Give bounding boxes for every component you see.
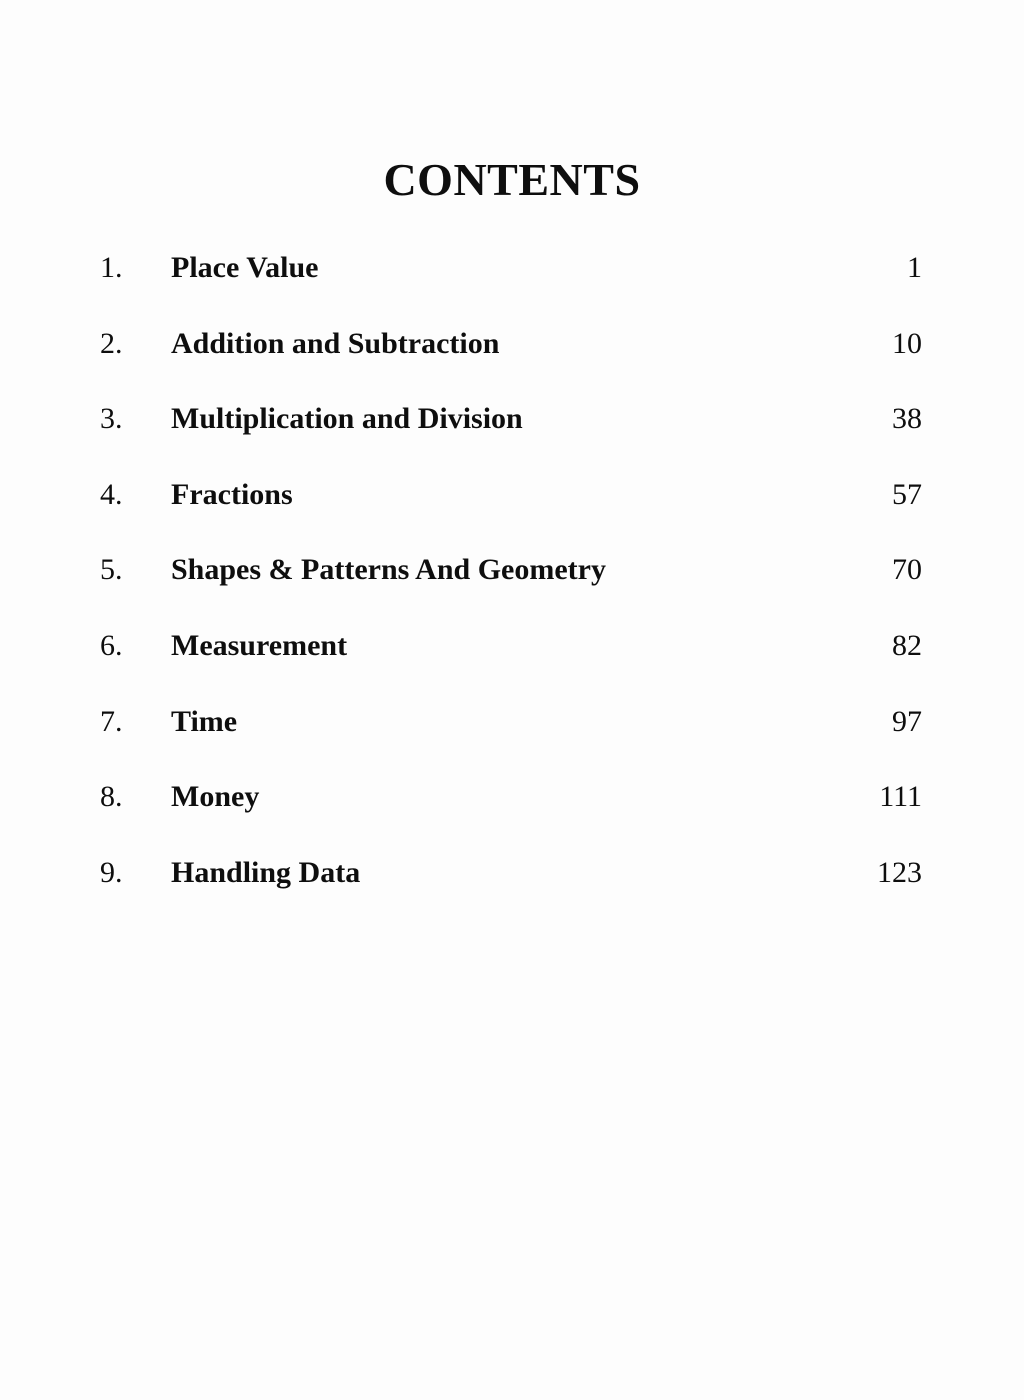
entry-number: 1. — [100, 251, 123, 284]
entry-title: Fractions — [171, 477, 293, 511]
entry-page-number: 10 — [892, 326, 922, 360]
toc-entry — [100, 471, 922, 547]
entry-title: Multiplication and Division — [171, 402, 523, 436]
entry-number: 7. — [100, 704, 123, 738]
entry-page-number: 38 — [892, 402, 922, 436]
entry-number: 5. — [100, 553, 123, 587]
entry-page-number: 123 — [877, 855, 922, 889]
entry-page-number: 82 — [892, 628, 922, 662]
entry-number: 3. — [100, 402, 123, 436]
entry-title: Addition and Subtraction — [171, 326, 500, 360]
table-of-contents — [100, 244, 922, 924]
entry-number: 8. — [100, 780, 123, 814]
toc-entry — [100, 773, 922, 849]
entry-page-number: 1 — [907, 251, 922, 284]
page-title: CONTENTS — [383, 154, 641, 205]
toc-entry — [100, 622, 922, 698]
entry-page-number: 70 — [892, 553, 922, 587]
entry-number: 4. — [100, 477, 123, 511]
entry-page-number: 57 — [892, 477, 922, 511]
entry-title: Money — [171, 780, 260, 814]
toc-entry — [100, 546, 922, 622]
entry-title: Measurement — [171, 628, 348, 662]
toc-entry — [100, 849, 922, 925]
entry-page-number: 111 — [879, 780, 922, 814]
toc-entry — [100, 698, 922, 774]
entry-title: Handling Data — [171, 855, 361, 889]
entry-number: 9. — [100, 855, 123, 889]
entry-number: 6. — [100, 628, 123, 662]
entry-title: Shapes & Patterns And Geometry — [171, 553, 606, 587]
entry-number: 2. — [100, 326, 123, 360]
entry-title: Place Value — [171, 251, 319, 284]
entry-title: Time — [171, 704, 238, 738]
entry-page-number: 97 — [892, 704, 922, 738]
toc-entry — [100, 395, 922, 471]
toc-entry — [100, 244, 922, 320]
toc-entry — [100, 320, 922, 396]
